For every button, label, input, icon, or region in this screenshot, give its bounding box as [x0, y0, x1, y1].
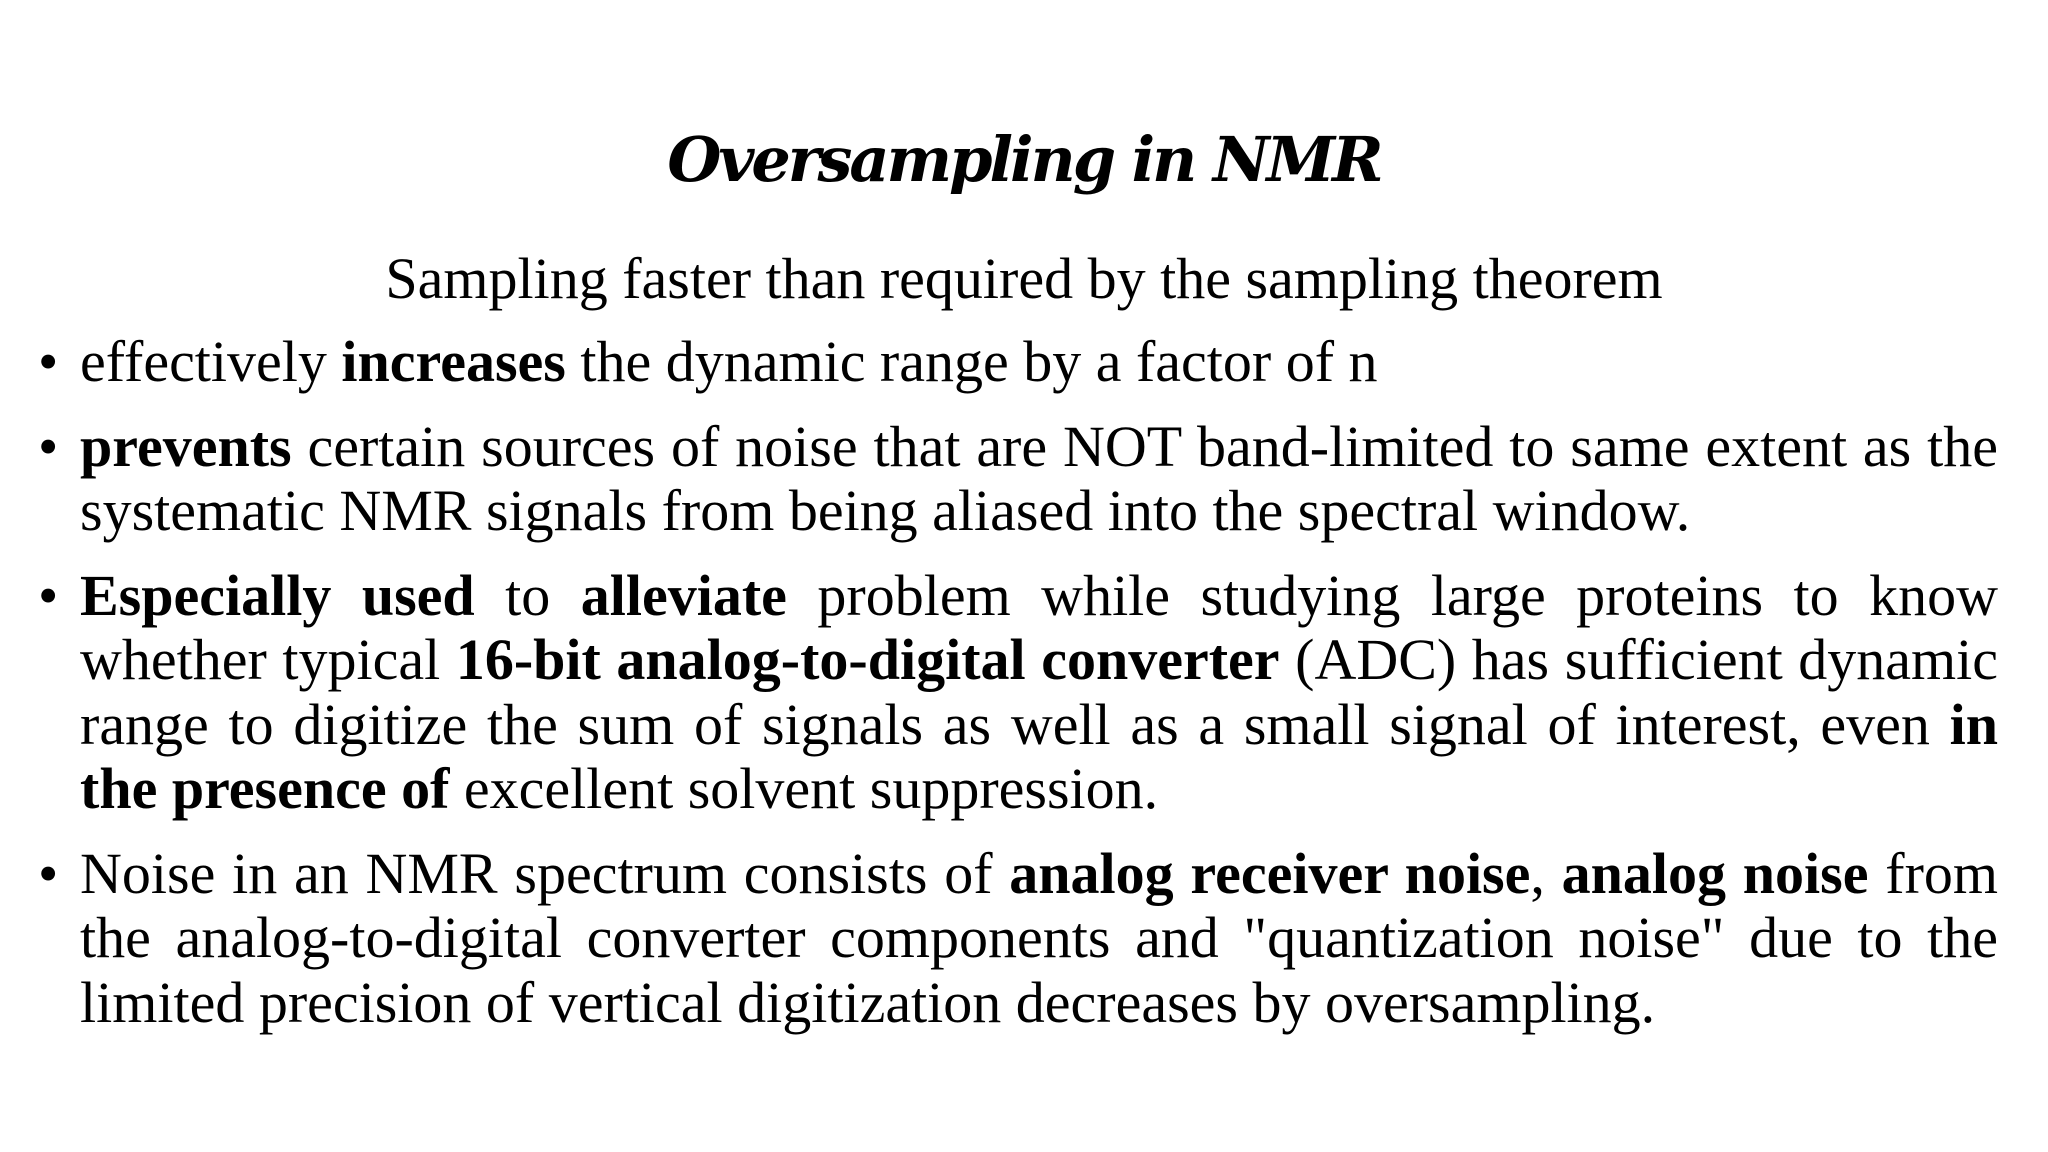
- slide-title: Oversampling in NMR: [667, 123, 1381, 196]
- text-segment: certain sources of noise that are NOT band-limited to same extent as the systematic NMR signals from being aliased into the spectral window.: [80, 413, 1998, 543]
- text-segment: ,: [1530, 840, 1562, 906]
- bullet-item: [38, 330, 1998, 395]
- text-segment: Noise in an NMR spectrum consists of: [80, 840, 1010, 906]
- bullet-item: [38, 842, 1998, 1036]
- bullet-item: [38, 564, 1998, 822]
- slide-subtitle: Sampling faster than required by the sampling theorem: [385, 246, 1663, 311]
- bold-text-segment: increases: [341, 329, 566, 394]
- text-segment: the dynamic range by a factor of n: [565, 329, 1378, 394]
- text-segment: effectively: [80, 329, 342, 394]
- text-segment: to: [474, 562, 581, 628]
- text-segment: problem while studying large proteins to know whether typical: [80, 562, 1999, 692]
- text-segment: from the analog-to-digital converter components and "quantization noise" due to the limited precision of vertical digitization decreases by oversampling.: [80, 840, 1998, 1035]
- bold-text-segment: analog receiver noise: [1009, 840, 1531, 906]
- bold-text-segment: analog noise: [1561, 840, 1869, 906]
- bullet-list: [38, 330, 1998, 1055]
- text-segment: excellent solvent suppression.: [449, 756, 1159, 821]
- bold-text-segment: alleviate: [580, 562, 787, 628]
- bold-text-segment: 16-bit analog-to-digital converter: [455, 627, 1280, 692]
- text-segment: (ADC) has sufficient dynamic range to digitize the sum of signals as well as a small signal of interest, even: [80, 627, 1998, 757]
- bold-text-segment: prevents: [80, 413, 292, 479]
- bold-text-segment: in the presence of: [80, 691, 1998, 821]
- bullet-item: [38, 415, 1998, 544]
- bold-text-segment: Especially used: [80, 562, 475, 628]
